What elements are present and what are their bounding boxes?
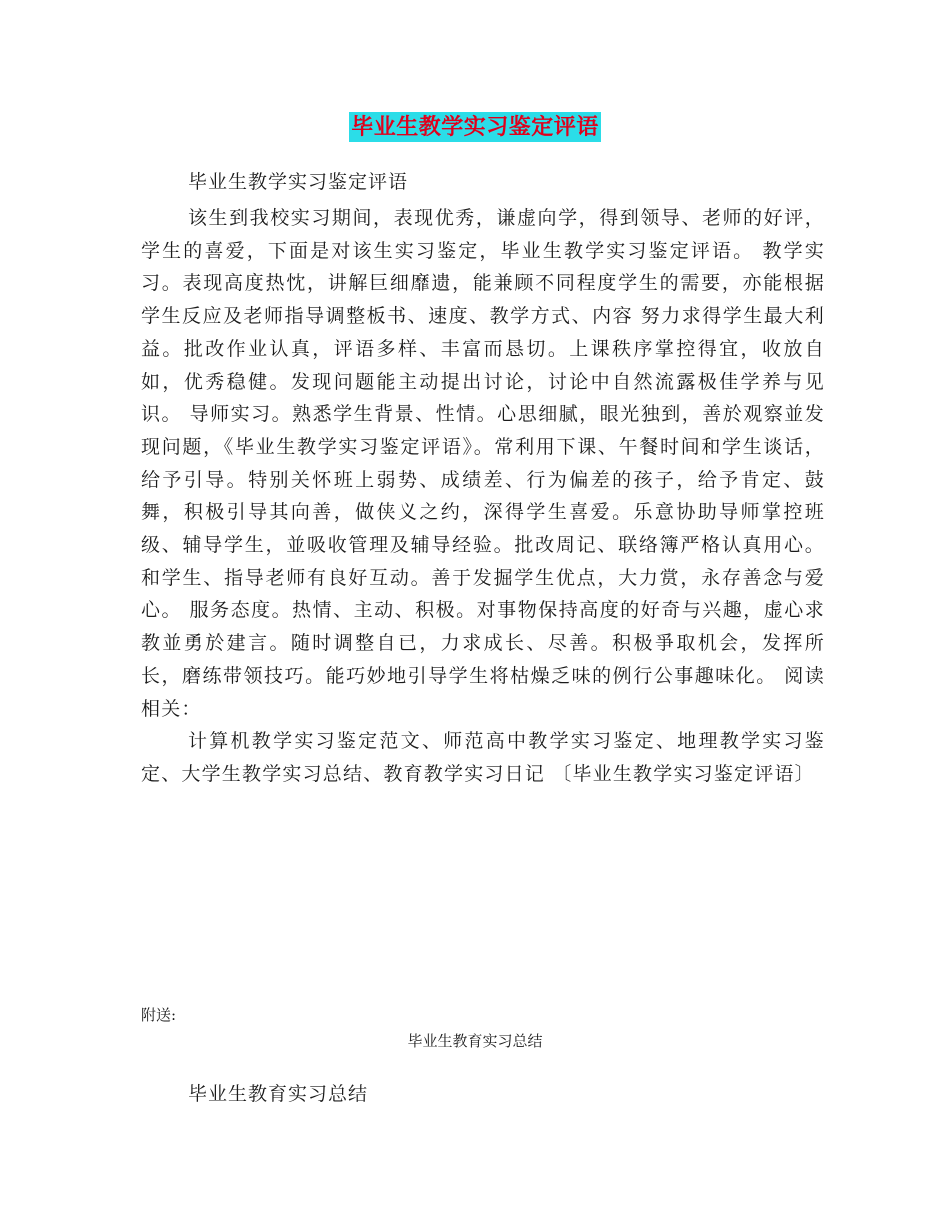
- attachment-subtitle: 毕业生教育实习总结: [188, 1083, 369, 1105]
- title-wrapper: [0, 112, 950, 142]
- document-body: [141, 202, 825, 791]
- document-subtitle: 毕业生教学实习鉴定评语: [188, 171, 409, 193]
- attachment-label: 附送:: [141, 1006, 177, 1024]
- body-paragraph-1: 该生到我校实习期间，表现优秀，谦虚向学，得到领导、老师的好评，学生的喜爱，下面是对该生实习鉴定，毕业生教学实习鉴定评语。 教学实习。表现高度热忱，讲解巨细靡遗，能兼顾不同程度学生的需要，亦能根据学生反应及老师指导调整板书、速度、教学方式、内容 努力求得学生最大利益。批改作业认真，评语多样、丰富而恳切。上课秩序掌控得宜，收放自如，优秀稳健。发现问题能主动提出讨论，讨论中自然流露极佳学养与见识。 导师实习。熟悉学生背景、性情。心思细腻，眼光独到，善於观察並发现问题，《毕业生教学实习鉴定评语》。常利用下课、午餐时间和学生谈话，给予引导。特别关怀班上弱势、成绩差、行为偏差的孩子，给予肯定、鼓舞，积极引导其向善，做侠义之约，深得学生喜爱。乐意协助导师掌控班级、辅导学生，並吸收管理及辅导经验。批改周记、联络簿严格认真用心。和学生、指导老师有良好互动。善于发掘学生优点，大力赏，永存善念与爱心。 服务态度。热情、主动、积极。对事物保持高度的好奇与兴趣，虚心求教並勇於建言。随时调整自已，力求成长、尽善。积极爭取机会，发挥所长，磨练带领技巧。能巧妙地引导学生将枯燥乏味的例行公事趣味化。 阅读相关：: [141, 207, 825, 720]
- document-title: 毕业生教学实习鉴定评语: [351, 114, 599, 140]
- body-paragraph-2: 计算机教学实习鉴定范文、师范高中教学实习鉴定、地理教学实习鉴定、大学生教学实习总结、教育教学实习日记 〔毕业生教学实习鉴定评语〕: [141, 730, 825, 785]
- attachment-title: 毕业生教育实习总结: [407, 1032, 543, 1050]
